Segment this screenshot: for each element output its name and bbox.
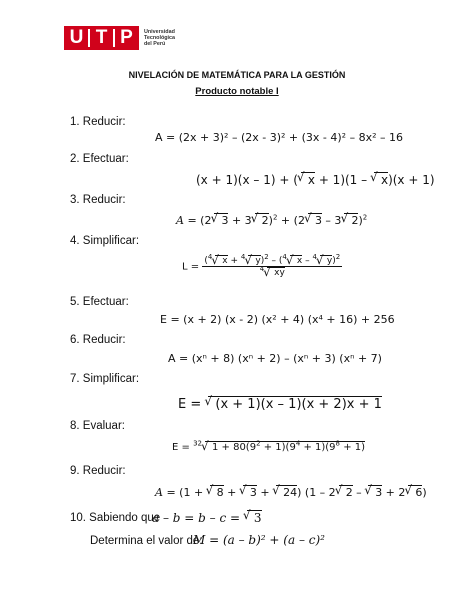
exercise-2-label: 2. Efectuar: [70, 153, 129, 165]
exercise-10-condition: a – b = b – c = √ 3 [152, 510, 262, 525]
exercise-6-formula: A = (xⁿ + 8) (xⁿ + 2) – (xⁿ + 3) (xⁿ + 7) [168, 352, 382, 365]
exercise-9-formula: A = (1 + √ 8 + √ 3 + √ 24) (1 – 2√ 2 – √ 3 + 2√ 6) [155, 485, 427, 499]
exercise-5-label: 5. Efectuar: [70, 296, 129, 308]
exercise-6-label: 6. Reducir: [70, 334, 126, 346]
exercise-10-label: 10. Sabiendo que [70, 512, 161, 524]
logo-letter-u: U [69, 27, 84, 48]
exercise-4-label: 4. Simplificar: [70, 235, 140, 247]
logo-letter-p: P [120, 27, 133, 48]
university-name: Universidad Tecnológica del Perú [144, 28, 176, 48]
exercise-7-label: 7. Simplificar: [70, 373, 140, 385]
doc-title: NIVELACIÓN DE MATEMÁTICA PARA LA GESTIÓN [128, 70, 346, 80]
exercise-1-label: 1. Reducir: [70, 116, 126, 128]
exercise-9-label: 9. Reducir: [70, 465, 126, 477]
utp-logo-mark [64, 26, 139, 50]
exercise-4-formula: L = $\frac{(^4√ x + ^4√ y)^2 - (^4√ x - ^4√ y)^2}{^4√ xy}$ [182, 255, 342, 278]
exercise-10-formula: M = (a – b)² + (a – c)² [193, 533, 325, 547]
exercise-3-label: 3. Reducir: [70, 194, 126, 206]
exercise-8-label: 8. Evaluar: [70, 420, 125, 432]
exercise-7-formula: E = √ (x + 1)(x – 1)(x + 2)x + 1 [178, 396, 382, 412]
exercise-8-formula: E = $^{32}$√ $1 + 80(9^2 + 1)(9^4 + 1)(9^8 + 1)$ [172, 441, 365, 453]
doc-subtitle: Producto notable I [195, 86, 279, 97]
exercise-3-formula: A = (2√ 3 + 3√ 2)$^2$ + (2√ 3 – 3√ 2)$^2$ [176, 213, 367, 227]
exercise-10-question: Determina el valor de: [90, 535, 203, 547]
exercise-5-formula: E = (x + 2) (x - 2) (x² + 4) (x⁴ + 16) + 256 [160, 313, 395, 326]
exercise-2-formula: (x + 1)(x – 1) + (√ x + 1)(1 – √ x)(x + 1) [196, 172, 435, 187]
utp-logo [64, 26, 184, 50]
exercise-1-formula: A = (2x + 3)² – (2x - 3)² + (3x - 4)² – 8x² – 16 [155, 131, 403, 144]
logo-letter-t: T [95, 27, 108, 48]
